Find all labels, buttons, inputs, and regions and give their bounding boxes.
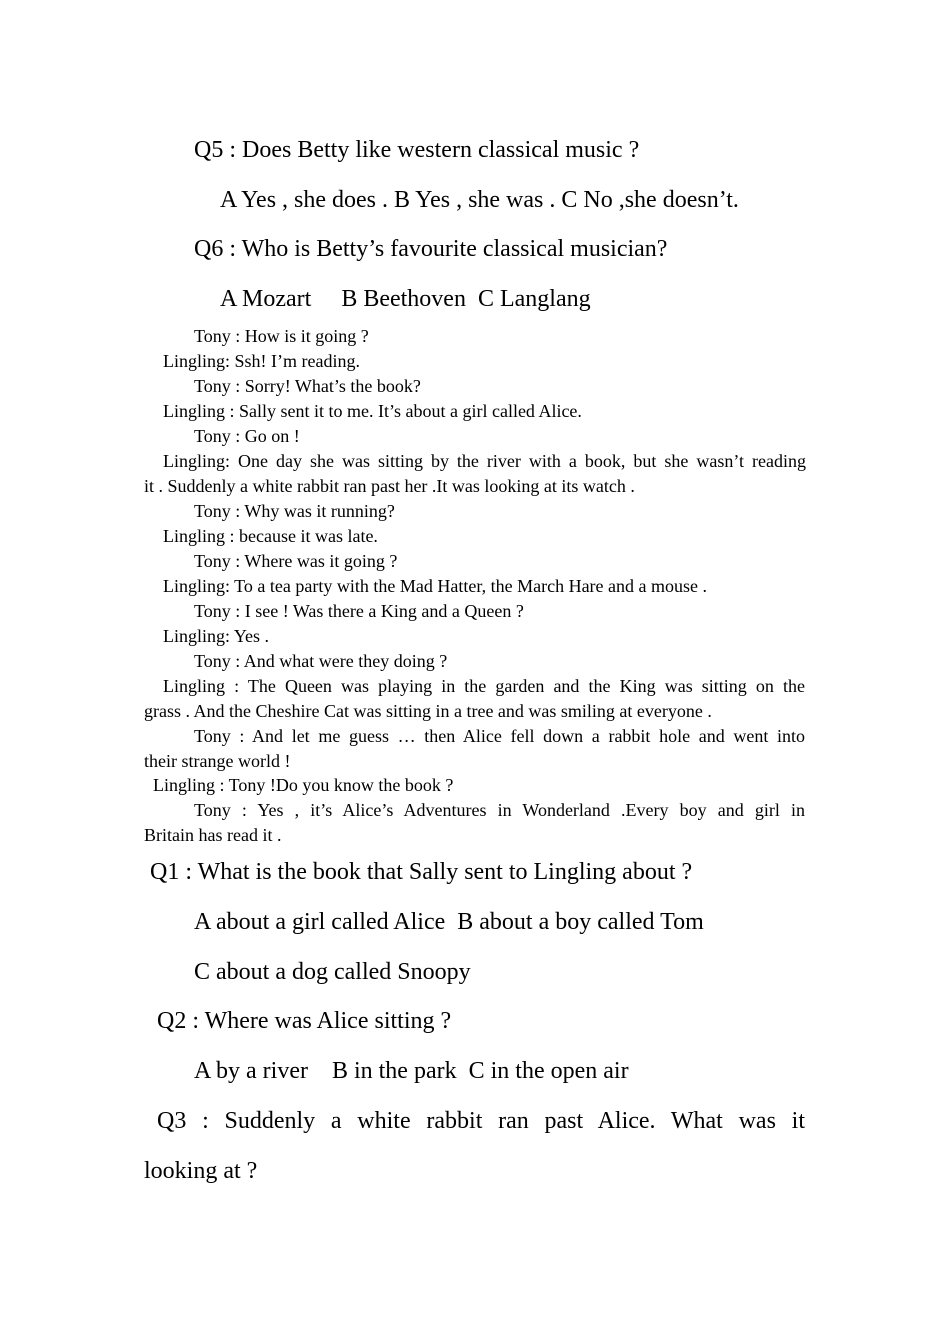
q3-question-line2: looking at ? [144, 1158, 258, 1184]
q5-question: Q5 : Does Betty like western classical music ? [194, 137, 640, 163]
dialogue-line: Britain has read it . [144, 825, 282, 845]
q6-options: A Mozart B Beethoven C Langlang [220, 286, 591, 312]
dialogue-line: Tony : And let me guess … then Alice fell down a rabbit hole and went into [194, 726, 805, 746]
dialogue-line: Lingling : Tony !Do you know the book ? [153, 775, 454, 795]
dialogue-line: Lingling: To a tea party with the Mad Hatter, the March Hare and a mouse . [163, 576, 708, 596]
dialogue-line: Tony : Where was it going ? [194, 551, 398, 571]
dialogue-line: Lingling: One day she was sitting by the river with a book, but she wasn’t reading [163, 451, 806, 471]
q6-question: Q6 : Who is Betty’s favourite classical musician? [194, 236, 668, 262]
dialogue-line: Tony : Yes , it’s Alice’s Adventures in Wonderland .Every boy and girl in [194, 800, 805, 820]
dialogue-line: Lingling : The Queen was playing in the garden and the King was sitting on the [163, 676, 805, 696]
q3-question-line1: Q3 : Suddenly a white rabbit ran past Alice. What was it [157, 1108, 805, 1134]
dialogue-line: their strange world ! [144, 751, 291, 771]
dialogue-line: Tony : I see ! Was there a King and a Queen ? [194, 601, 524, 621]
dialogue-line: Lingling : Sally sent it to me. It’s about a girl called Alice. [163, 401, 582, 421]
q1-options-line2: C about a dog called Snoopy [194, 959, 471, 985]
q2-question: Q2 : Where was Alice sitting ? [157, 1008, 452, 1034]
dialogue-line: Lingling: Ssh! I’m reading. [163, 351, 360, 371]
dialogue-line: Lingling : because it was late. [163, 526, 378, 546]
dialogue-line: it . Suddenly a white rabbit ran past her .It was looking at its watch . [144, 476, 635, 496]
dialogue-line: Tony : How is it going ? [194, 326, 369, 346]
q5-options: A Yes , she does . B Yes , she was . C No ,she doesn’t. [220, 187, 739, 213]
dialogue-line: Tony : Go on ! [194, 426, 300, 446]
q2-options: A by a river B in the park C in the open air [194, 1058, 629, 1084]
dialogue-line: Tony : Sorry! What’s the book? [194, 376, 421, 396]
q1-options-line1: A about a girl called Alice B about a boy called Tom [194, 909, 704, 935]
dialogue-line: Lingling: Yes . [163, 626, 270, 646]
dialogue-line: grass . And the Cheshire Cat was sitting in a tree and was smiling at everyone . [144, 701, 712, 721]
dialogue-line: Tony : And what were they doing ? [194, 651, 448, 671]
q1-question: Q1 : What is the book that Sally sent to Lingling about ? [150, 859, 693, 885]
dialogue-line: Tony : Why was it running? [194, 501, 395, 521]
